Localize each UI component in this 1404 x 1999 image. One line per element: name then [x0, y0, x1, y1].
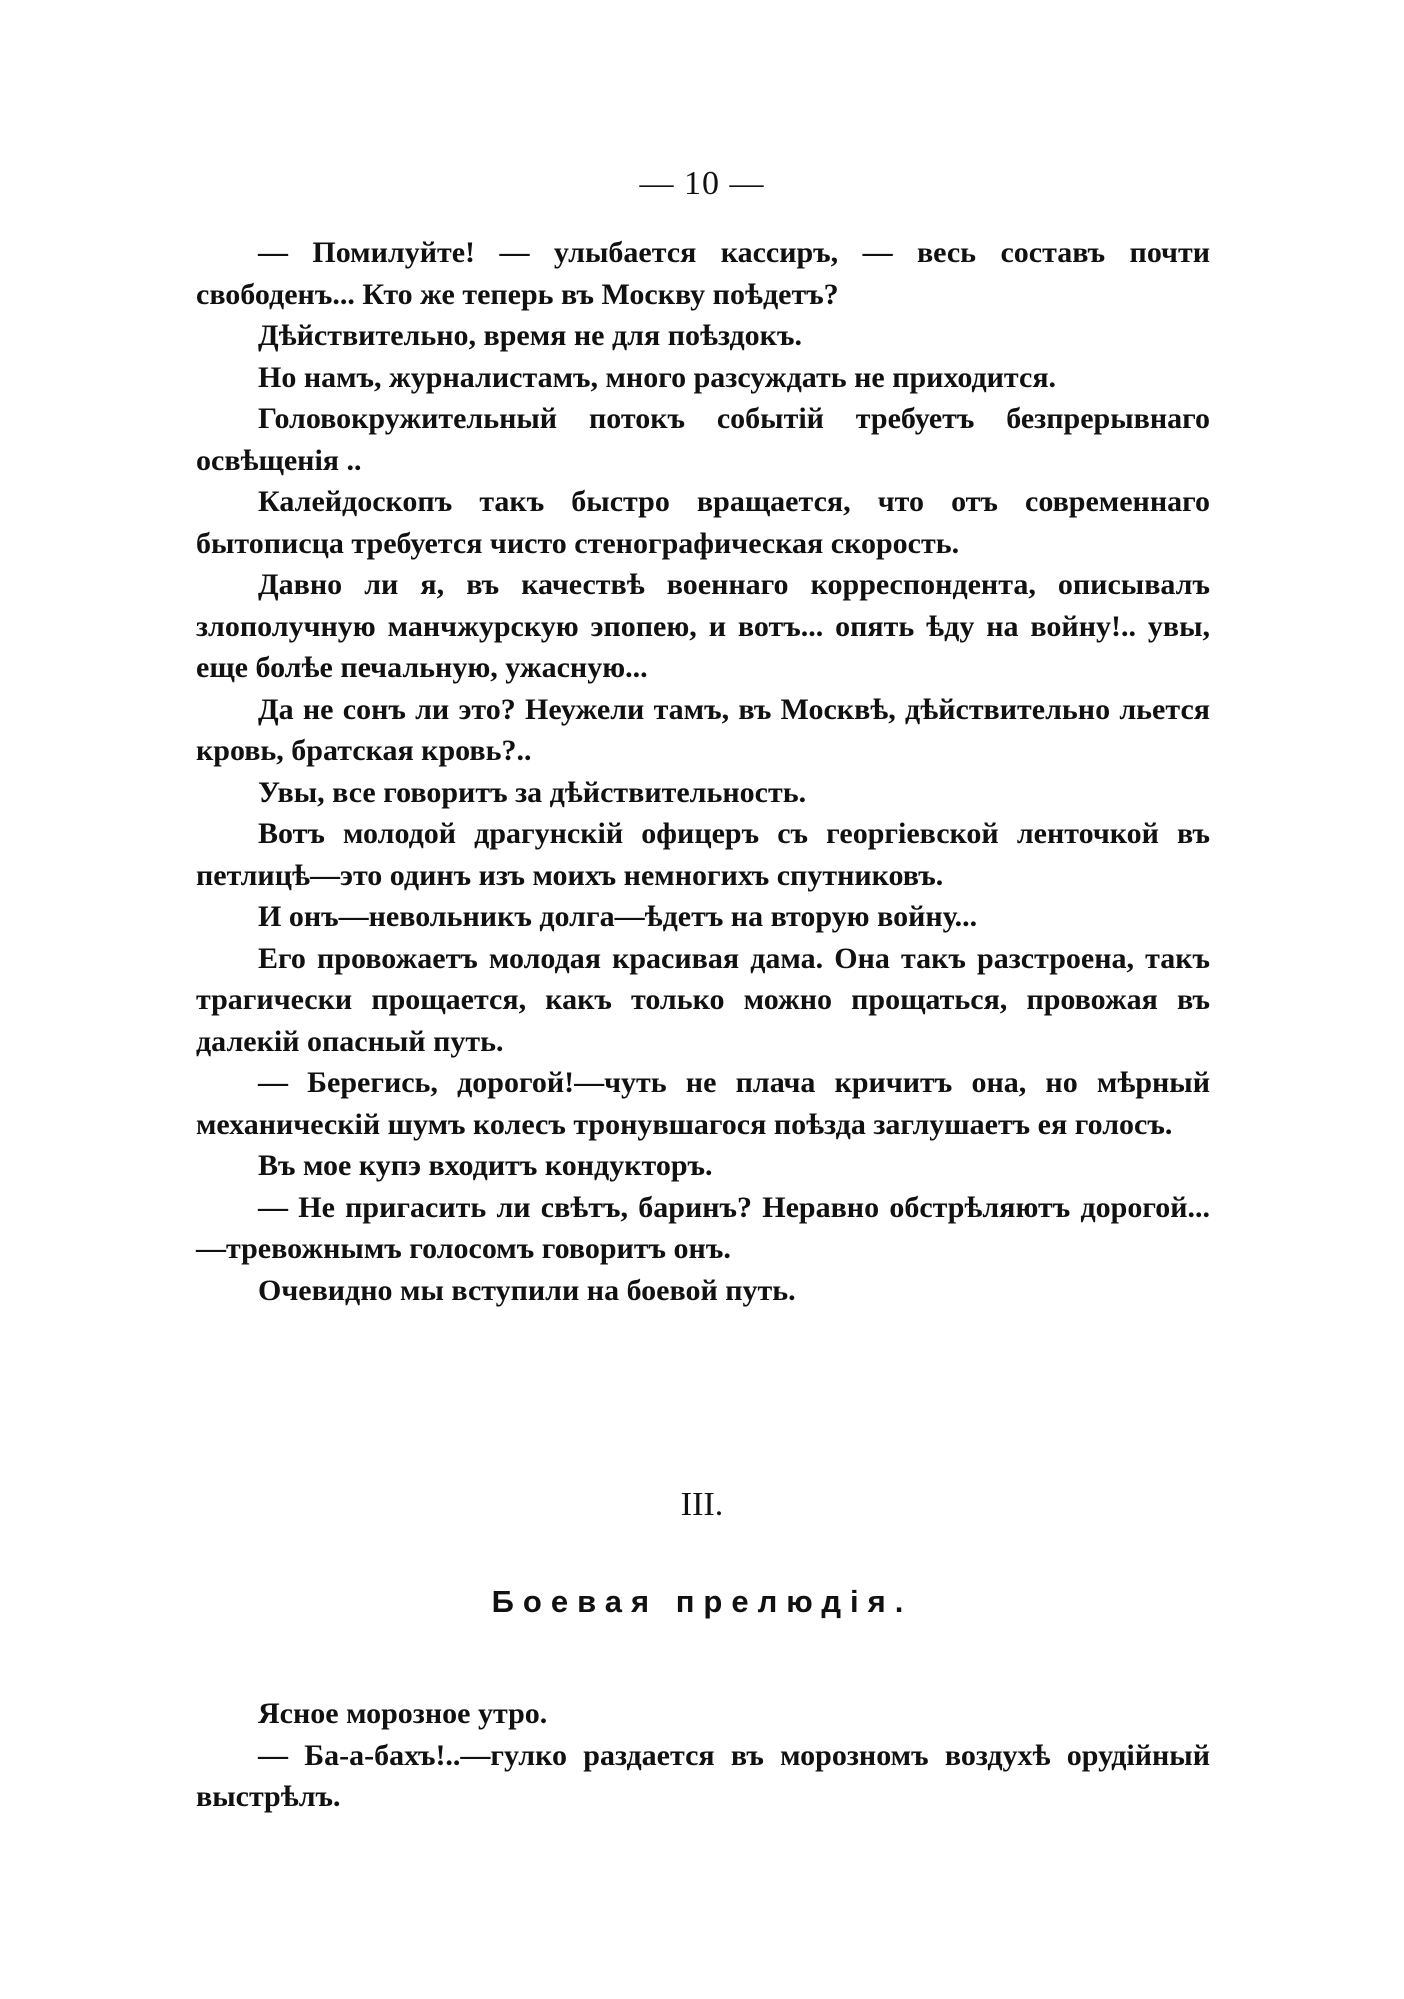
paragraph: И онъ—невольникъ долга—ѣдетъ на вторую войну... [258, 900, 978, 933]
text-before-chapter [196, 232, 1210, 1311]
paragraph: Вотъ молодой драгунскій офицеръ съ георгіевской ленточкой въ петлицѣ—это одинъ изъ моихъ немногихъ спутниковъ. [196, 817, 1210, 892]
paragraph: Очевидно мы вступили на боевой путь. [258, 1273, 796, 1307]
paragraph: Увы, все говоритъ за дѣйствительность. [258, 775, 807, 809]
paragraph: — Не пригасить ли свѣтъ, баринъ? Неравно обстрѣляютъ дорогой...—тревожнымъ голосомъ говоритъ онъ. [196, 1190, 1210, 1265]
paragraph: Давно ли я, въ качествѣ военнаго корреспондента, описывалъ злополучную манчжурскую эпопею, и вотъ... опять ѣду на войну!.. увы, еще болѣе печальную, ужасную... [196, 568, 1210, 684]
paragraph: Но намъ, журналистамъ, много разсуждать не приходится. [258, 360, 1057, 394]
chapter-title: Боевая прелюдія. [491, 1584, 913, 1619]
paragraph: Да не сонъ ли это? Неужели тамъ, въ Москвѣ, дѣйствительно льется кровь, братская кровь?.. [196, 692, 1210, 767]
chapter-number: III. [680, 1486, 724, 1523]
text-after-chapter [196, 1693, 1210, 1818]
paragraph: Дѣйствительно, время не для поѣздокъ. [258, 319, 802, 352]
page-number: — 10 — [639, 165, 765, 202]
paragraph: — Помилуйте! — улыбается кассиръ, — весь составъ почти свободенъ... Кто же теперь въ Москву поѣдетъ? [196, 236, 1210, 311]
paragraph: Въ мое купэ входитъ кондукторъ. [258, 1149, 713, 1182]
paragraph: — Ба-а-бахъ!..—гулко раздается въ морозномъ воздухѣ орудійный выстрѣлъ. [196, 1738, 1210, 1813]
paragraph: — Берегись, дорогой!—чуть не плача кричитъ она, но мѣрный механическій шумъ колесъ тронувшагося поѣзда заглушаетъ ея голосъ. [196, 1066, 1210, 1141]
paragraph: Ясное морозное утро. [258, 1697, 548, 1730]
paragraph: Его провожаетъ молодая красивая дама. Она такъ разстроена, такъ трагически прощается, какъ только можно прощаться, провожая въ далекій опасный путь. [196, 941, 1210, 1058]
paragraph: Калейдоскопъ такъ быстро вращается, что отъ современнаго бытописца требуется чисто стенографическая скорость. [196, 485, 1210, 560]
paragraph: Головокружительный потокъ событій требуетъ безпрерывнаго освѣщенія .. [196, 402, 1210, 477]
